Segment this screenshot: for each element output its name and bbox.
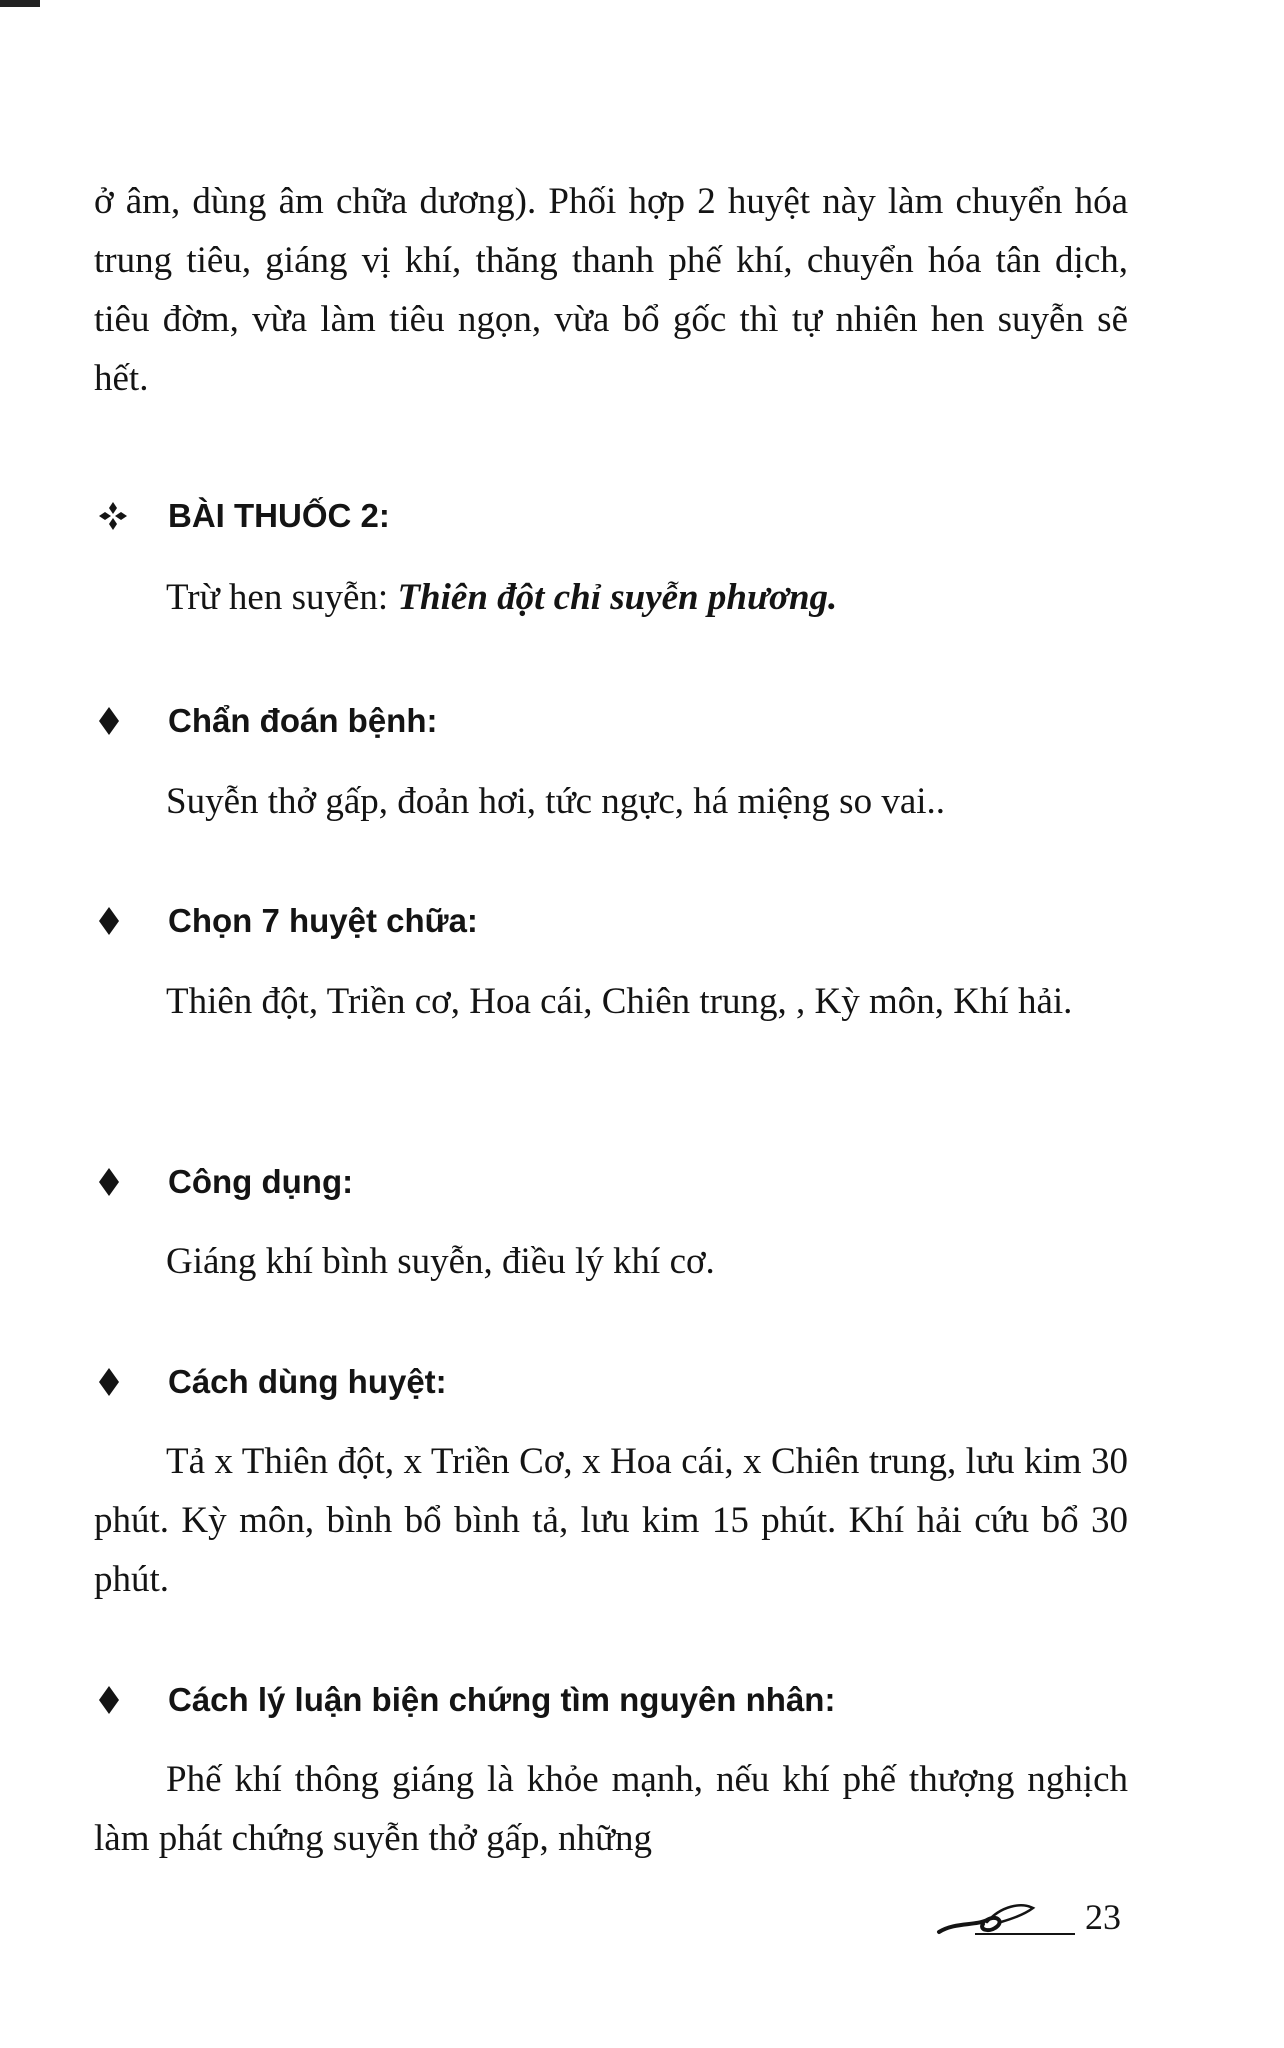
section-heading-label: Cách dùng huyệt: [168,1363,447,1400]
section-heading-acupoints [94,896,1134,946]
diamond-bullet-icon [94,1367,168,1397]
remedy-heading-label: BÀI THUỐC 2: [168,497,390,534]
four-diamond-bullet-icon [94,501,168,531]
section-body-acupoints: Thiên đột, Triền cơ, Hoa cái, Chiên trung, , Kỳ môn, Khí hải. [166,981,1073,1022]
section-heading-usage [94,1357,1134,1407]
section-heading-label: Chọn 7 huyệt chữa: [168,902,478,939]
page-number: 23 [1085,1897,1121,1937]
scan-edge-mark [0,0,40,7]
section-heading-label: Công dụng: [168,1163,354,1200]
diamond-bullet-icon [94,906,168,936]
diamond-bullet-icon [94,1167,168,1197]
section-heading-uses [94,1157,1134,1207]
remedy-heading [94,491,1134,541]
diamond-bullet-icon [94,706,168,736]
section-heading-reasoning [94,1675,1134,1725]
decorative-swash-icon [935,1892,1075,1942]
section-heading-label: Chẩn đoán bệnh: [168,702,438,739]
section-body-diagnosis: Suyễn thở gấp, đoản hơi, tức ngực, há miệng so vai.. [166,781,946,822]
remedy-line-prefix: Trừ hen suyễn: [166,577,398,618]
section-heading-label: Cách lý luận biện chứng tìm nguyên nhân: [168,1681,836,1718]
section-heading-diagnosis [94,696,1134,746]
remedy-name: Thiên đột chỉ suyễn phương. [397,577,838,618]
diamond-bullet-icon [94,1685,168,1715]
intro-paragraph: ở âm, dùng âm chữa dương). Phối hợp 2 huyệt này làm chuyển hóa trung tiêu, giáng vị khí, thăng thanh phế khí, chuyển hóa tân dịch, tiêu đờm, vừa làm tiêu ngọn, vừa bổ gốc thì tự nhiên hen suyễn sẽ hết. [94,181,1128,399]
section-body-uses: Giáng khí bình suyễn, điều lý khí cơ. [166,1241,715,1282]
remedy-line [166,568,1146,627]
section-body-reasoning: Phế khí thông giáng là khỏe mạnh, nếu khí phế thượng nghịch làm phát chứng suyễn thở gấp, những [94,1759,1128,1859]
section-body-usage: Tả x Thiên đột, x Triền Cơ, x Hoa cái, x Chiên trung, lưu kim 30 phút. Kỳ môn, bình bổ bình tả, lưu kim 15 phút. Khí hải cứu bổ 30 phút. [94,1441,1128,1600]
